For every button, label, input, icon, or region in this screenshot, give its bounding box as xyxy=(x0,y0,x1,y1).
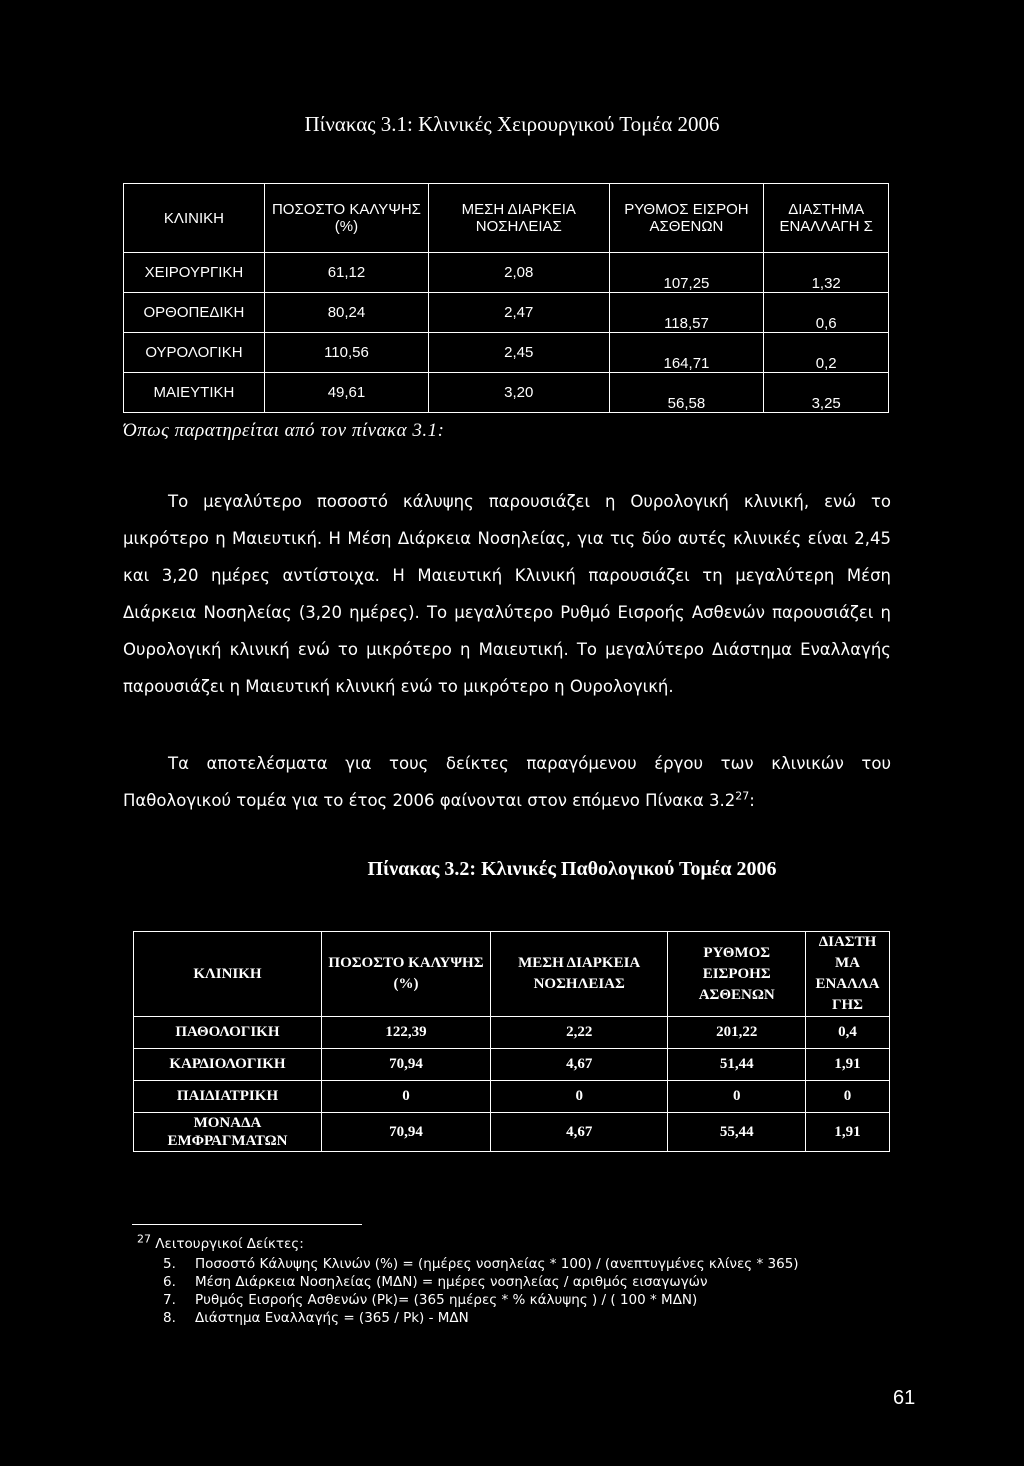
table1-cell-inflow: 164,71 xyxy=(609,333,764,373)
footnote-divider xyxy=(132,1224,362,1225)
table2-cell-clinic: ΚΑΡΔΙΟΛΟΓΙΚΗ xyxy=(134,1049,322,1081)
table1-cell-avg-stay: 2,47 xyxy=(429,293,609,333)
footnote-item-text: Ρυθμός Εισροής Ασθενών (Pk)= (365 ημέρες * % κάλυψης ) / ( 100 * ΜΔΝ) xyxy=(195,1292,698,1308)
table1-cell-coverage: 61,12 xyxy=(264,253,428,293)
table2-cell-clinic: ΜΟΝΑΔΑ ΕΜΦΡΑΓΜΑΤΩΝ xyxy=(134,1113,322,1152)
table1-cell-inflow: 118,57 xyxy=(609,293,764,333)
intro-suffix: : xyxy=(749,791,755,810)
footnote-item-number: 7. xyxy=(163,1292,176,1308)
table1-caption: Πίνακας 3.1: Κλινικές Χειρουργικού Τομέα 2006 xyxy=(304,112,720,136)
footnote-heading-text: Λειτουργικοί Δείκτες: xyxy=(155,1236,304,1252)
table2-header-avg-stay: ΜΕΣΗ ΔΙΑΡΚΕΙΑ ΝΟΣΗΛΕΙΑΣ xyxy=(490,932,667,1017)
table2-header-clinic: ΚΛΙΝΙΚΗ xyxy=(134,932,322,1017)
table2-cell-inflow: 201,22 xyxy=(668,1017,806,1049)
table2-header-turnover: ΔΙΑΣΤΗ ΜΑ ΕΝΑΛΛΑ ΓΗΣ xyxy=(805,932,889,1017)
table2-cell-turnover: 1,91 xyxy=(805,1049,889,1081)
table1-cell-clinic: ΜΑΙΕΥΤΙΚΗ xyxy=(124,373,265,413)
list-item xyxy=(163,1309,799,1327)
table1-header-clinic: ΚΛΙΝΙΚΗ xyxy=(124,184,265,253)
table1-cell-turnover: 1,32 xyxy=(764,253,889,293)
table2-cell-turnover: 0 xyxy=(805,1081,889,1113)
table-row xyxy=(134,1017,890,1049)
table2-cell-turnover: 1,91 xyxy=(805,1113,889,1152)
table1-header-coverage: ΠΟΣΟΣΤΟ ΚΑΛΥΨΗΣ (%) xyxy=(264,184,428,253)
table1-cell-clinic: ΟΡΘΟΠΕΔΙΚΗ xyxy=(124,293,265,333)
table1-cell-inflow: 107,25 xyxy=(609,253,764,293)
table2-cell-clinic: ΠΑΙΔΙΑΤΡΙΚΗ xyxy=(134,1081,322,1113)
analysis-paragraph: Το μεγαλύτερο ποσοστό κάλυψης παρουσιάζει η Ουρολογική κλινική, ενώ το μικρότερο η Μαιευτική. Η Μέση Διάρκεια Νοσηλείας, για τις δύο αυτές κλινικές είναι 2,45 και 3,20 ημέρες αντίστοιχα. Η Μαιευτική Κλινική παρουσιάζει τη μεγαλύτερη Μέση Διάρκεια Νοσηλείας (3,20 ημέρες). Το μεγαλύτερο Ρυθμό Εισροής Ασθενών παρουσιάζει η Ουρολογική κλινική ενώ το μικρότερο η Μαιευτική. Το μεγαλύτερο Διάστημα Εναλλαγής παρουσιάζει η Μαιευτική κλινική ενώ το μικρότερο η Ουρολογική. xyxy=(123,492,891,696)
table1-cell-coverage: 110,56 xyxy=(264,333,428,373)
table1-cell-avg-stay: 2,08 xyxy=(429,253,609,293)
table2-cell-inflow: 55,44 xyxy=(668,1113,806,1152)
footnote-item-number: 6. xyxy=(163,1274,176,1290)
intro-paragraph xyxy=(123,745,891,819)
footnote-item-text: Μέση Διάρκεια Νοσηλείας (ΜΔΝ) = ημέρες νοσηλείας / αριθμός εισαγωγών xyxy=(195,1274,708,1290)
table2-cell-avg-stay: 4,67 xyxy=(490,1113,667,1152)
table-row xyxy=(124,333,889,373)
table1-cell-inflow: 56,58 xyxy=(609,373,764,413)
table-row xyxy=(124,373,889,413)
table2-cell-coverage: 0 xyxy=(321,1081,490,1113)
table2-header-inflow: ΡΥΘΜΟΣ ΕΙΣΡΟΗΣ ΑΣΘΕΝΩΝ xyxy=(668,932,806,1017)
footnote-item-number: 5. xyxy=(163,1256,176,1272)
footnote-list xyxy=(163,1255,799,1327)
table2-cell-avg-stay: 0 xyxy=(490,1081,667,1113)
table1-cell-turnover: 0,2 xyxy=(764,333,889,373)
footnote-item-number: 8. xyxy=(163,1310,176,1326)
footnote-item-text: Διάστημα Εναλλαγής = (365 / Pk) - ΜΔΝ xyxy=(195,1310,469,1326)
table1-header-inflow: ΡΥΘΜΟΣ ΕΙΣΡΟΗ ΑΣΘΕΝΩΝ xyxy=(609,184,764,253)
table1-cell-coverage: 49,61 xyxy=(264,373,428,413)
table-row xyxy=(134,1049,890,1081)
table1-cell-coverage: 80,24 xyxy=(264,293,428,333)
table1 xyxy=(123,183,889,413)
footnote-ref[interactable]: 27 xyxy=(735,789,750,803)
table2 xyxy=(133,931,890,1152)
table2-cell-coverage: 70,94 xyxy=(321,1049,490,1081)
table-row xyxy=(124,253,889,293)
table1-cell-turnover: 0,6 xyxy=(764,293,889,333)
table1-cell-turnover: 3,25 xyxy=(764,373,889,413)
table1-cell-avg-stay: 2,45 xyxy=(429,333,609,373)
table1-cell-clinic: ΧΕΙΡΟΥΡΓΙΚΗ xyxy=(124,253,265,293)
table2-header-coverage: ΠΟΣΟΣΤΟ ΚΑΛΥΨΗΣ (%) xyxy=(321,932,490,1017)
table2-caption: Πίνακας 3.2: Κλινικές Παθολογικού Τομέα 2006 xyxy=(367,858,777,880)
footnote-item-text: Ποσοστό Κάλυψης Κλινών (%) = (ημέρες νοσηλείας * 100) / (ανεπτυγμένες κλίνες * 365) xyxy=(195,1256,799,1272)
table2-cell-inflow: 51,44 xyxy=(668,1049,806,1081)
table2-cell-coverage: 70,94 xyxy=(321,1113,490,1152)
observation-heading: Όπως παρατηρείται από τον πίνακα 3.1: xyxy=(123,420,445,441)
table1-header-avg-stay: ΜΕΣΗ ΔΙΑΡΚΕΙΑ ΝΟΣΗΛΕΙΑΣ xyxy=(429,184,609,253)
page-number: 61 xyxy=(893,1387,916,1409)
table2-cell-coverage: 122,39 xyxy=(321,1017,490,1049)
table2-header-row xyxy=(134,932,890,1017)
table1-header-row xyxy=(124,184,889,253)
list-item xyxy=(163,1291,799,1309)
table1-cell-clinic: ΟΥΡΟΛΟΓΙΚΗ xyxy=(124,333,265,373)
list-item xyxy=(163,1255,799,1273)
table2-cell-avg-stay: 4,67 xyxy=(490,1049,667,1081)
footnote-number: 27 xyxy=(137,1232,151,1246)
table-row xyxy=(134,1113,890,1152)
table1-cell-avg-stay: 3,20 xyxy=(429,373,609,413)
table2-cell-inflow: 0 xyxy=(668,1081,806,1113)
table1-header-turnover: ΔΙΑΣΤΗΜΑ ΕΝΑΛΛΑΓΗ Σ xyxy=(764,184,889,253)
footnote-heading xyxy=(137,1232,304,1253)
table2-cell-avg-stay: 2,22 xyxy=(490,1017,667,1049)
list-item xyxy=(163,1273,799,1291)
intro-text: Τα αποτελέσματα για τους δείκτες παραγόμενου έργου των κλινικών του Παθολογικού τομέα για το έτος 2006 φαίνονται στον επόμενο Πίνακα 3.2 xyxy=(123,754,891,810)
table-row xyxy=(124,293,889,333)
table-row xyxy=(134,1081,890,1113)
table2-cell-clinic: ΠΑΘΟΛΟΓΙΚΗ xyxy=(134,1017,322,1049)
table2-cell-turnover: 0,4 xyxy=(805,1017,889,1049)
